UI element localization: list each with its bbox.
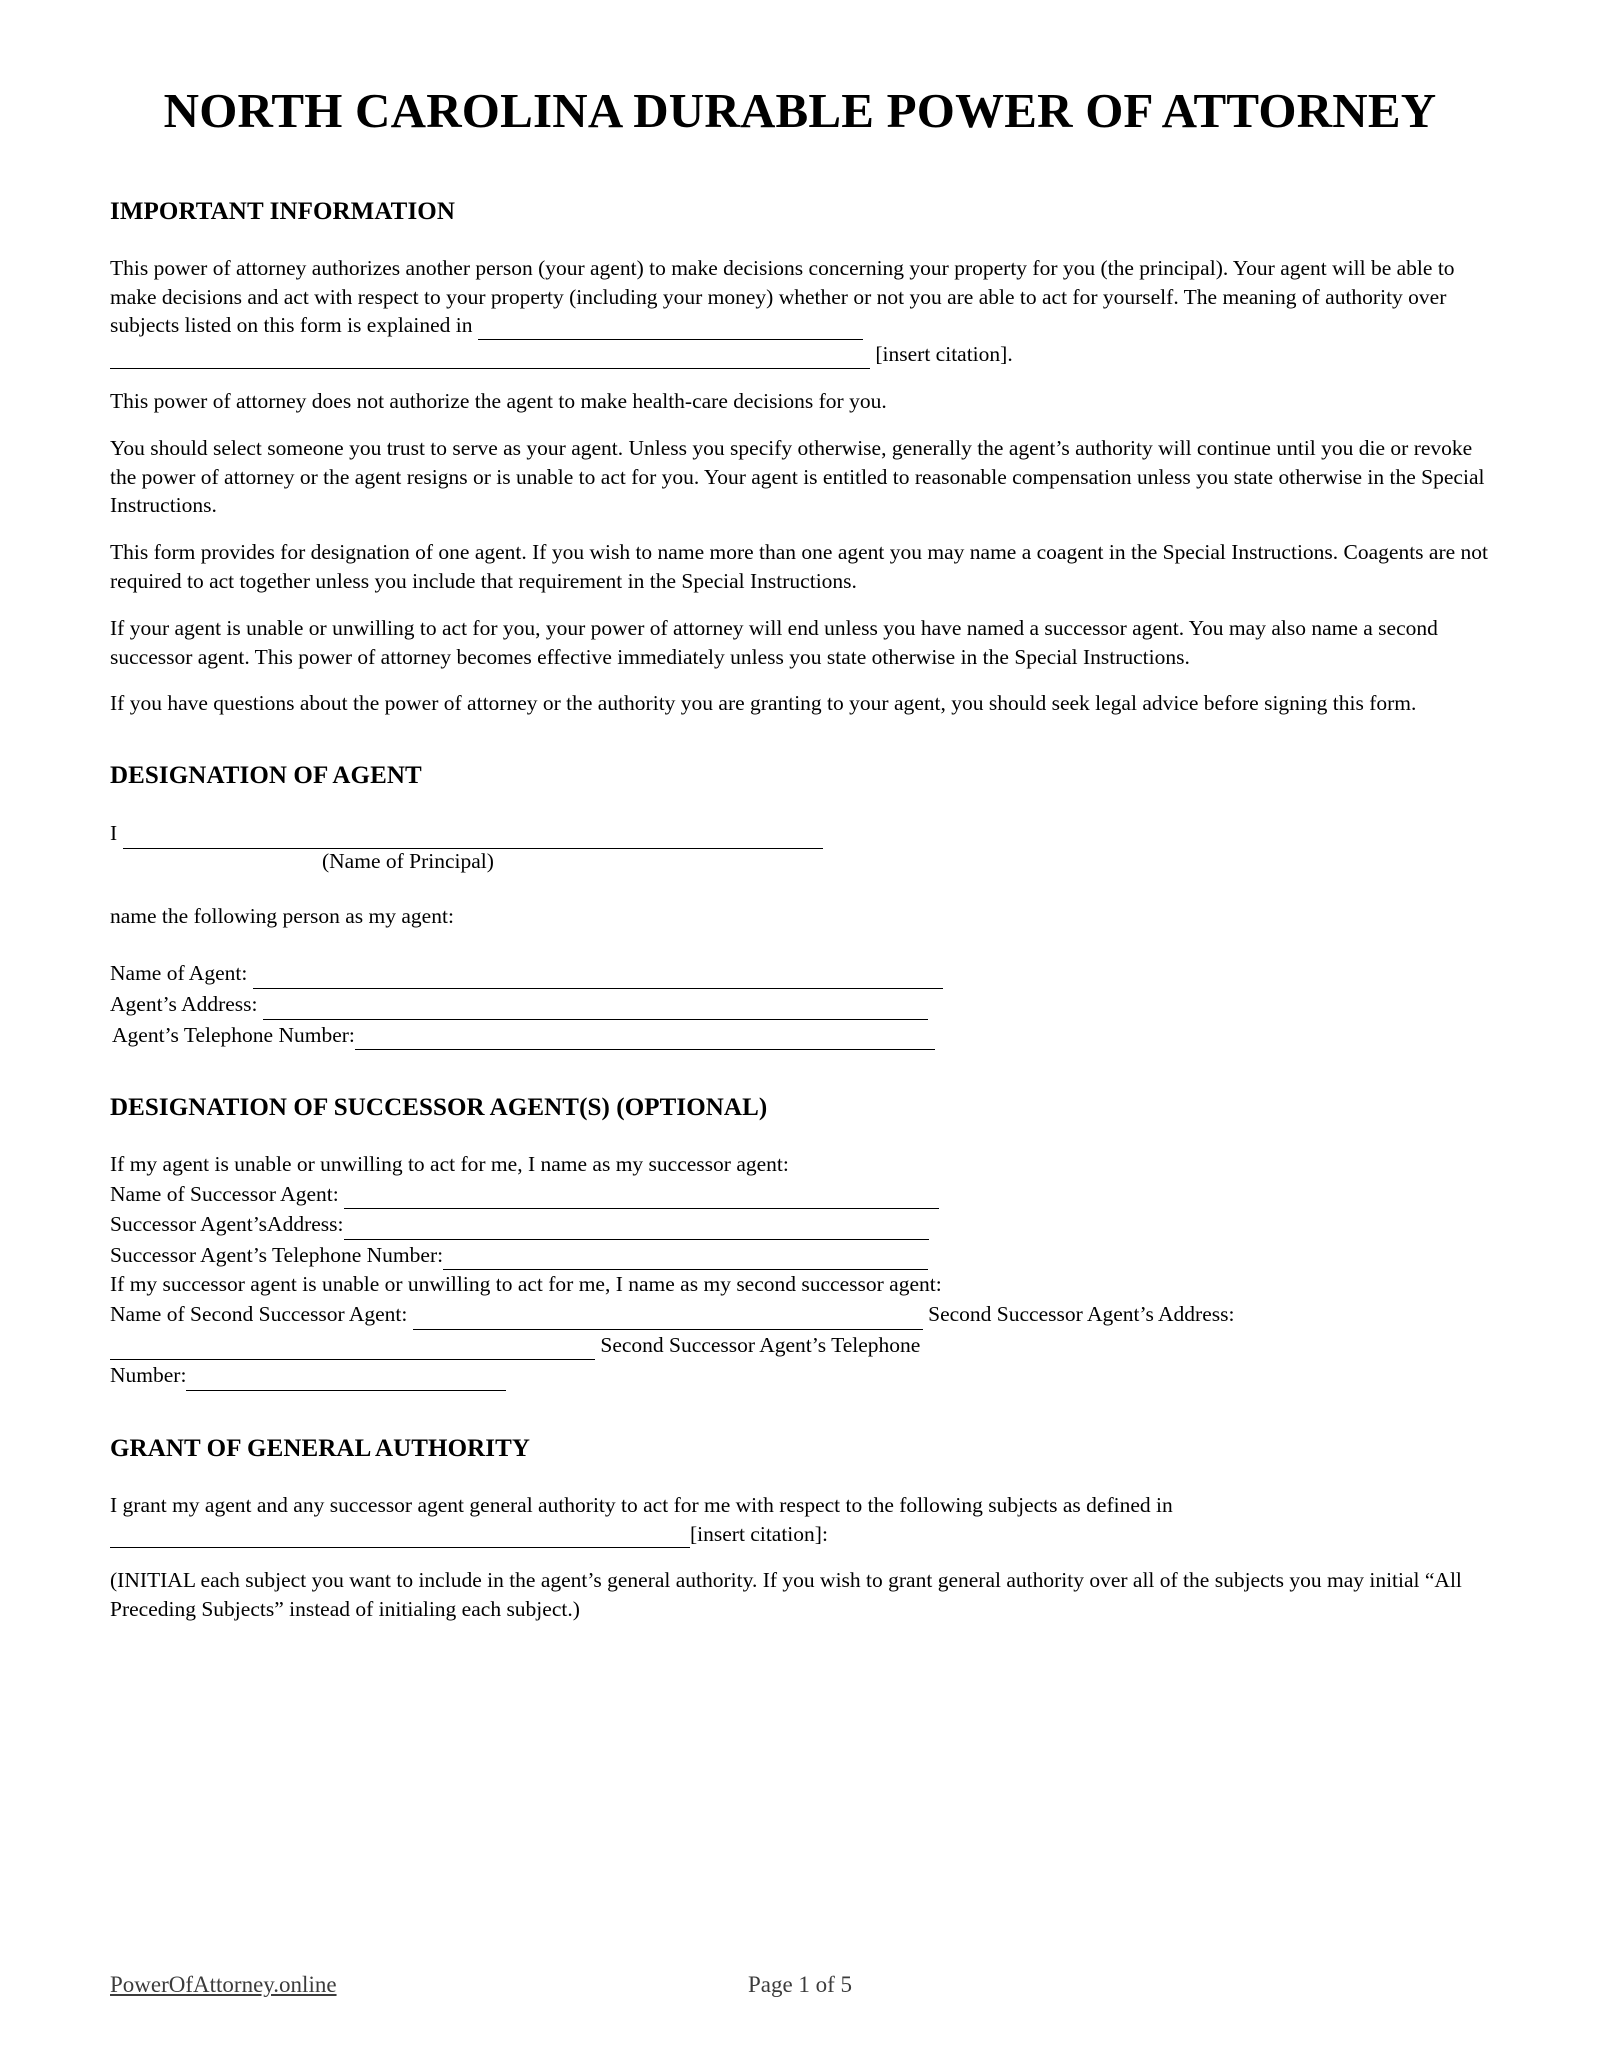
citation-blank-line-2[interactable] — [110, 345, 870, 369]
agent-name-row — [110, 958, 1490, 989]
important-information-paragraph-4: This form provides for designation of one agent. If you wish to name more than one agent you may name a coagent in the Special Instructions. Coagents are not required to act together unless you include that requirement in the Special Instructions. — [110, 540, 1489, 593]
successor-phone-row — [110, 1240, 1490, 1271]
important-information-paragraph-1 — [110, 254, 1490, 369]
successor-phone-input[interactable] — [443, 1247, 928, 1271]
important-information-p1-text-b: [insert citation]. — [875, 342, 1013, 367]
footer-site-link[interactable]: PowerOfAttorney.online — [110, 1972, 337, 1997]
designation-of-agent-intro: name the following person as my agent: — [110, 903, 454, 928]
successor-address-label: Successor Agent’sAddress: — [110, 1212, 344, 1237]
principal-name-caption: (Name of Principal) — [322, 848, 494, 873]
important-information-paragraph-5: If your agent is unable or unwilling to act for you, your power of attorney will end unless you have named a successor agent. You may also name a second successor agent. This power of attorney becomes effective immediately unless you state otherwise in the Special Instructions. — [110, 615, 1438, 669]
footer-page-number: Page 1 of 5 — [747, 1972, 853, 1997]
second-successor-name-label: Name of Second Successor Agent: — [110, 1302, 408, 1327]
agent-name-label: Name of Agent: — [110, 961, 248, 986]
page-title: NORTH CAROLINA DURABLE POWER OF ATTORNEY — [163, 83, 1437, 138]
principal-name-row — [110, 818, 1490, 849]
second-successor-name-row — [110, 1299, 1490, 1330]
successor-address-row — [110, 1209, 1490, 1240]
grant-authority-paragraph-2: (INITIAL each subject you want to include in the agent’s general authority. If you wish to grant general authority over all of the subjects you may initial “All Preceding Subjects” instead of initialing each subject.) — [110, 1568, 1462, 1622]
second-successor-phone-label-a: Second Successor Agent’s Telephone — [600, 1332, 921, 1357]
successor-name-input[interactable] — [344, 1186, 939, 1210]
section-heading-designation-of-agent: DESIGNATION OF AGENT — [110, 762, 422, 790]
section-heading-important-information: IMPORTANT INFORMATION — [110, 197, 455, 225]
second-successor-address-label: Second Successor Agent’s Address: — [928, 1302, 1235, 1327]
second-successor-address-input[interactable] — [110, 1337, 595, 1361]
second-successor-phone-row — [110, 1360, 1490, 1391]
important-information-paragraph-3: You should select someone you trust to serve as your agent. Unless you specify otherwise, generally the agent’s authority will continue until you die or revoke the power of attorney or the agent resigns or is unable to act for you. Your agent is entitled to reasonable compensation unless you state otherwise in the Special Instructions. — [110, 435, 1485, 518]
second-successor-phone-label-b: Number: — [110, 1363, 187, 1388]
agent-address-row — [110, 989, 1490, 1020]
section-heading-designation-of-successor-agent: DESIGNATION OF SUCCESSOR AGENT(S) (OPTIONAL) — [110, 1094, 768, 1122]
grant-authority-p1-text-b: [insert citation]: — [690, 1521, 828, 1546]
successor-phone-label: Successor Agent’s Telephone Number: — [110, 1242, 444, 1267]
citation-blank-line-1[interactable] — [478, 317, 863, 341]
agent-name-input[interactable] — [253, 965, 943, 989]
second-successor-name-input[interactable] — [413, 1306, 923, 1330]
important-information-paragraph-6: If you have questions about the power of attorney or the authority you are granting to your agent, you should seek legal advice before signing this form. — [110, 691, 1417, 716]
grant-authority-paragraph-1 — [110, 1491, 1490, 1549]
page-footer — [110, 1972, 1490, 2012]
second-successor-phone-input[interactable] — [186, 1367, 506, 1391]
agent-address-input[interactable] — [263, 996, 928, 1020]
successor-name-label: Name of Successor Agent: — [110, 1181, 339, 1206]
section-heading-grant-of-general-authority: GRANT OF GENERAL AUTHORITY — [110, 1434, 531, 1462]
grant-authority-citation-input[interactable] — [110, 1525, 690, 1549]
important-information-paragraph-2: This power of attorney does not authorize the agent to make health-care decisions for you. — [110, 389, 887, 413]
second-successor-intro: If my successor agent is unable or unwilling to act for me, I name as my second successor agent: — [110, 1272, 942, 1297]
grant-authority-p1-text-a: I grant my agent and any successor agent general authority to act for me with respect to the following subjects as defined in — [110, 1492, 1173, 1517]
important-information-p1-text-a: This power of attorney authorizes another person (your agent) to make decisions concerning your property for you (the principal). Your agent will be able to make decisions and act with respect to your property (including your money) whether or not you are able to act for yourself. The meaning of authority over subjects listed on this form is explained in — [110, 255, 1455, 338]
successor-address-input[interactable] — [344, 1216, 929, 1240]
agent-phone-row — [110, 1020, 1490, 1051]
principal-prefix-label: I — [110, 821, 118, 846]
agent-phone-input[interactable] — [355, 1026, 935, 1050]
principal-name-input[interactable] — [123, 825, 823, 849]
agent-address-label: Agent’s Address: — [110, 992, 258, 1016]
second-successor-address-row — [110, 1330, 1490, 1361]
successor-agent-intro: If my agent is unable or unwilling to act for me, I name as my successor agent: — [110, 1152, 789, 1177]
successor-name-row — [110, 1179, 1490, 1210]
agent-phone-label: Agent’s Telephone Number: — [112, 1022, 355, 1047]
